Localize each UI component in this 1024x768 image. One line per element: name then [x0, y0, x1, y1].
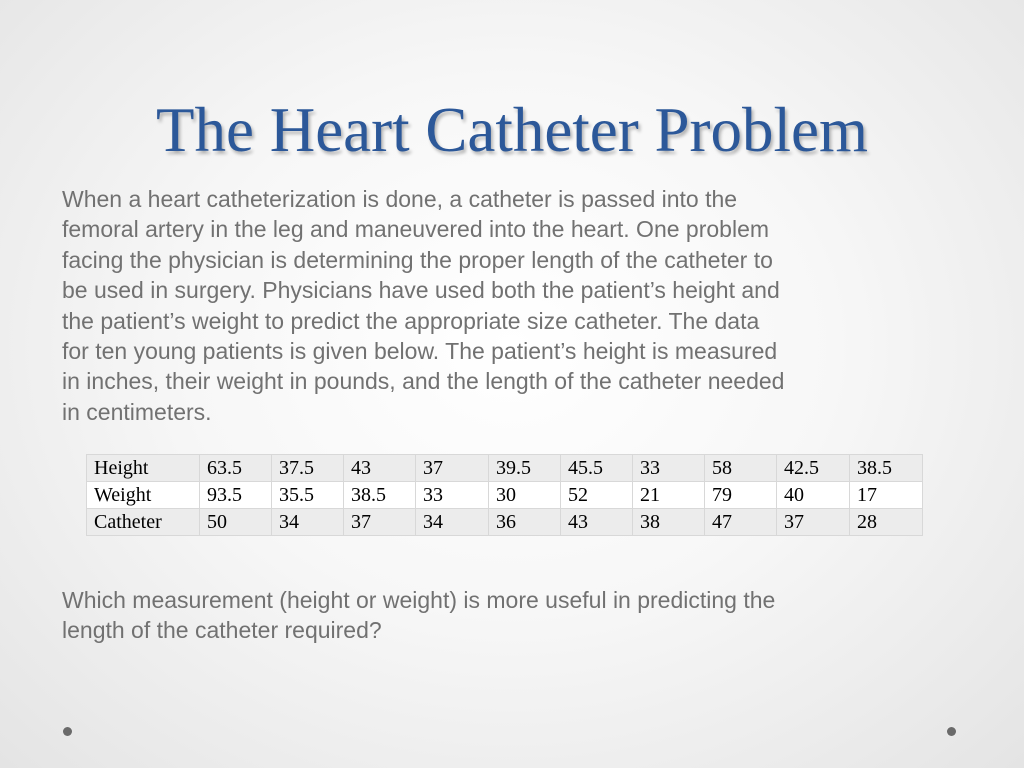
table-cell: 93.5 [200, 482, 272, 509]
table-cell: 17 [850, 482, 923, 509]
table-cell: 37 [344, 509, 416, 536]
intro-line: the patient’s weight to predict the appropriate size catheter. The data [62, 307, 760, 334]
table-cell: 50 [200, 509, 272, 536]
table-cell: 63.5 [200, 455, 272, 482]
table-cell: 58 [705, 455, 777, 482]
table-cell: 36 [489, 509, 561, 536]
table-cell: 38.5 [344, 482, 416, 509]
intro-line: in centimeters. [62, 398, 212, 425]
table-cell: 37.5 [272, 455, 344, 482]
intro-line: in inches, their weight in pounds, and the length of the catheter needed [62, 368, 785, 395]
intro-paragraph [62, 184, 967, 427]
table-cell: 34 [416, 509, 489, 536]
table-cell: 30 [489, 482, 561, 509]
row-label: Height [87, 455, 200, 482]
intro-line: facing the physician is determining the proper length of the catheter to [62, 246, 773, 273]
table-cell: 37 [416, 455, 489, 482]
table-cell: 40 [777, 482, 850, 509]
intro-line: be used in surgery. Physicians have used both the patient’s height and [62, 277, 780, 304]
table-cell: 43 [561, 509, 633, 536]
intro-line: for ten young patients is given below. The patient’s height is measured [62, 338, 778, 365]
table-cell: 33 [633, 455, 705, 482]
intro-line: When a heart catheterization is done, a catheter is passed into the [62, 186, 738, 212]
table-cell: 34 [272, 509, 344, 536]
table-cell: 42.5 [777, 455, 850, 482]
decorative-dot-icon [947, 727, 956, 736]
table-cell: 38.5 [850, 455, 923, 482]
decorative-dot-icon [63, 727, 72, 736]
table-row-height [87, 455, 923, 482]
table-cell: 47 [705, 509, 777, 536]
table-cell: 43 [344, 455, 416, 482]
question-line: Which measurement (height or weight) is more useful in predicting the [62, 587, 776, 613]
table-cell: 79 [705, 482, 777, 509]
table-cell: 52 [561, 482, 633, 509]
table-cell: 39.5 [489, 455, 561, 482]
table-cell: 38 [633, 509, 705, 536]
table-cell: 37 [777, 509, 850, 536]
table-cell: 28 [850, 509, 923, 536]
table-row-catheter [87, 509, 923, 536]
row-label: Catheter [87, 509, 200, 536]
slide-title: The Heart Catheter Problem [156, 95, 868, 165]
question-line: length of the catheter required? [62, 617, 382, 644]
intro-line: femoral artery in the leg and maneuvered into the heart. One problem [62, 216, 770, 243]
patient-data-table [86, 454, 923, 536]
table-cell: 45.5 [561, 455, 633, 482]
table-row-weight [87, 482, 923, 509]
question-paragraph [62, 585, 967, 646]
table-cell: 21 [633, 482, 705, 509]
row-label: Weight [87, 482, 200, 509]
table-cell: 33 [416, 482, 489, 509]
table-cell: 35.5 [272, 482, 344, 509]
